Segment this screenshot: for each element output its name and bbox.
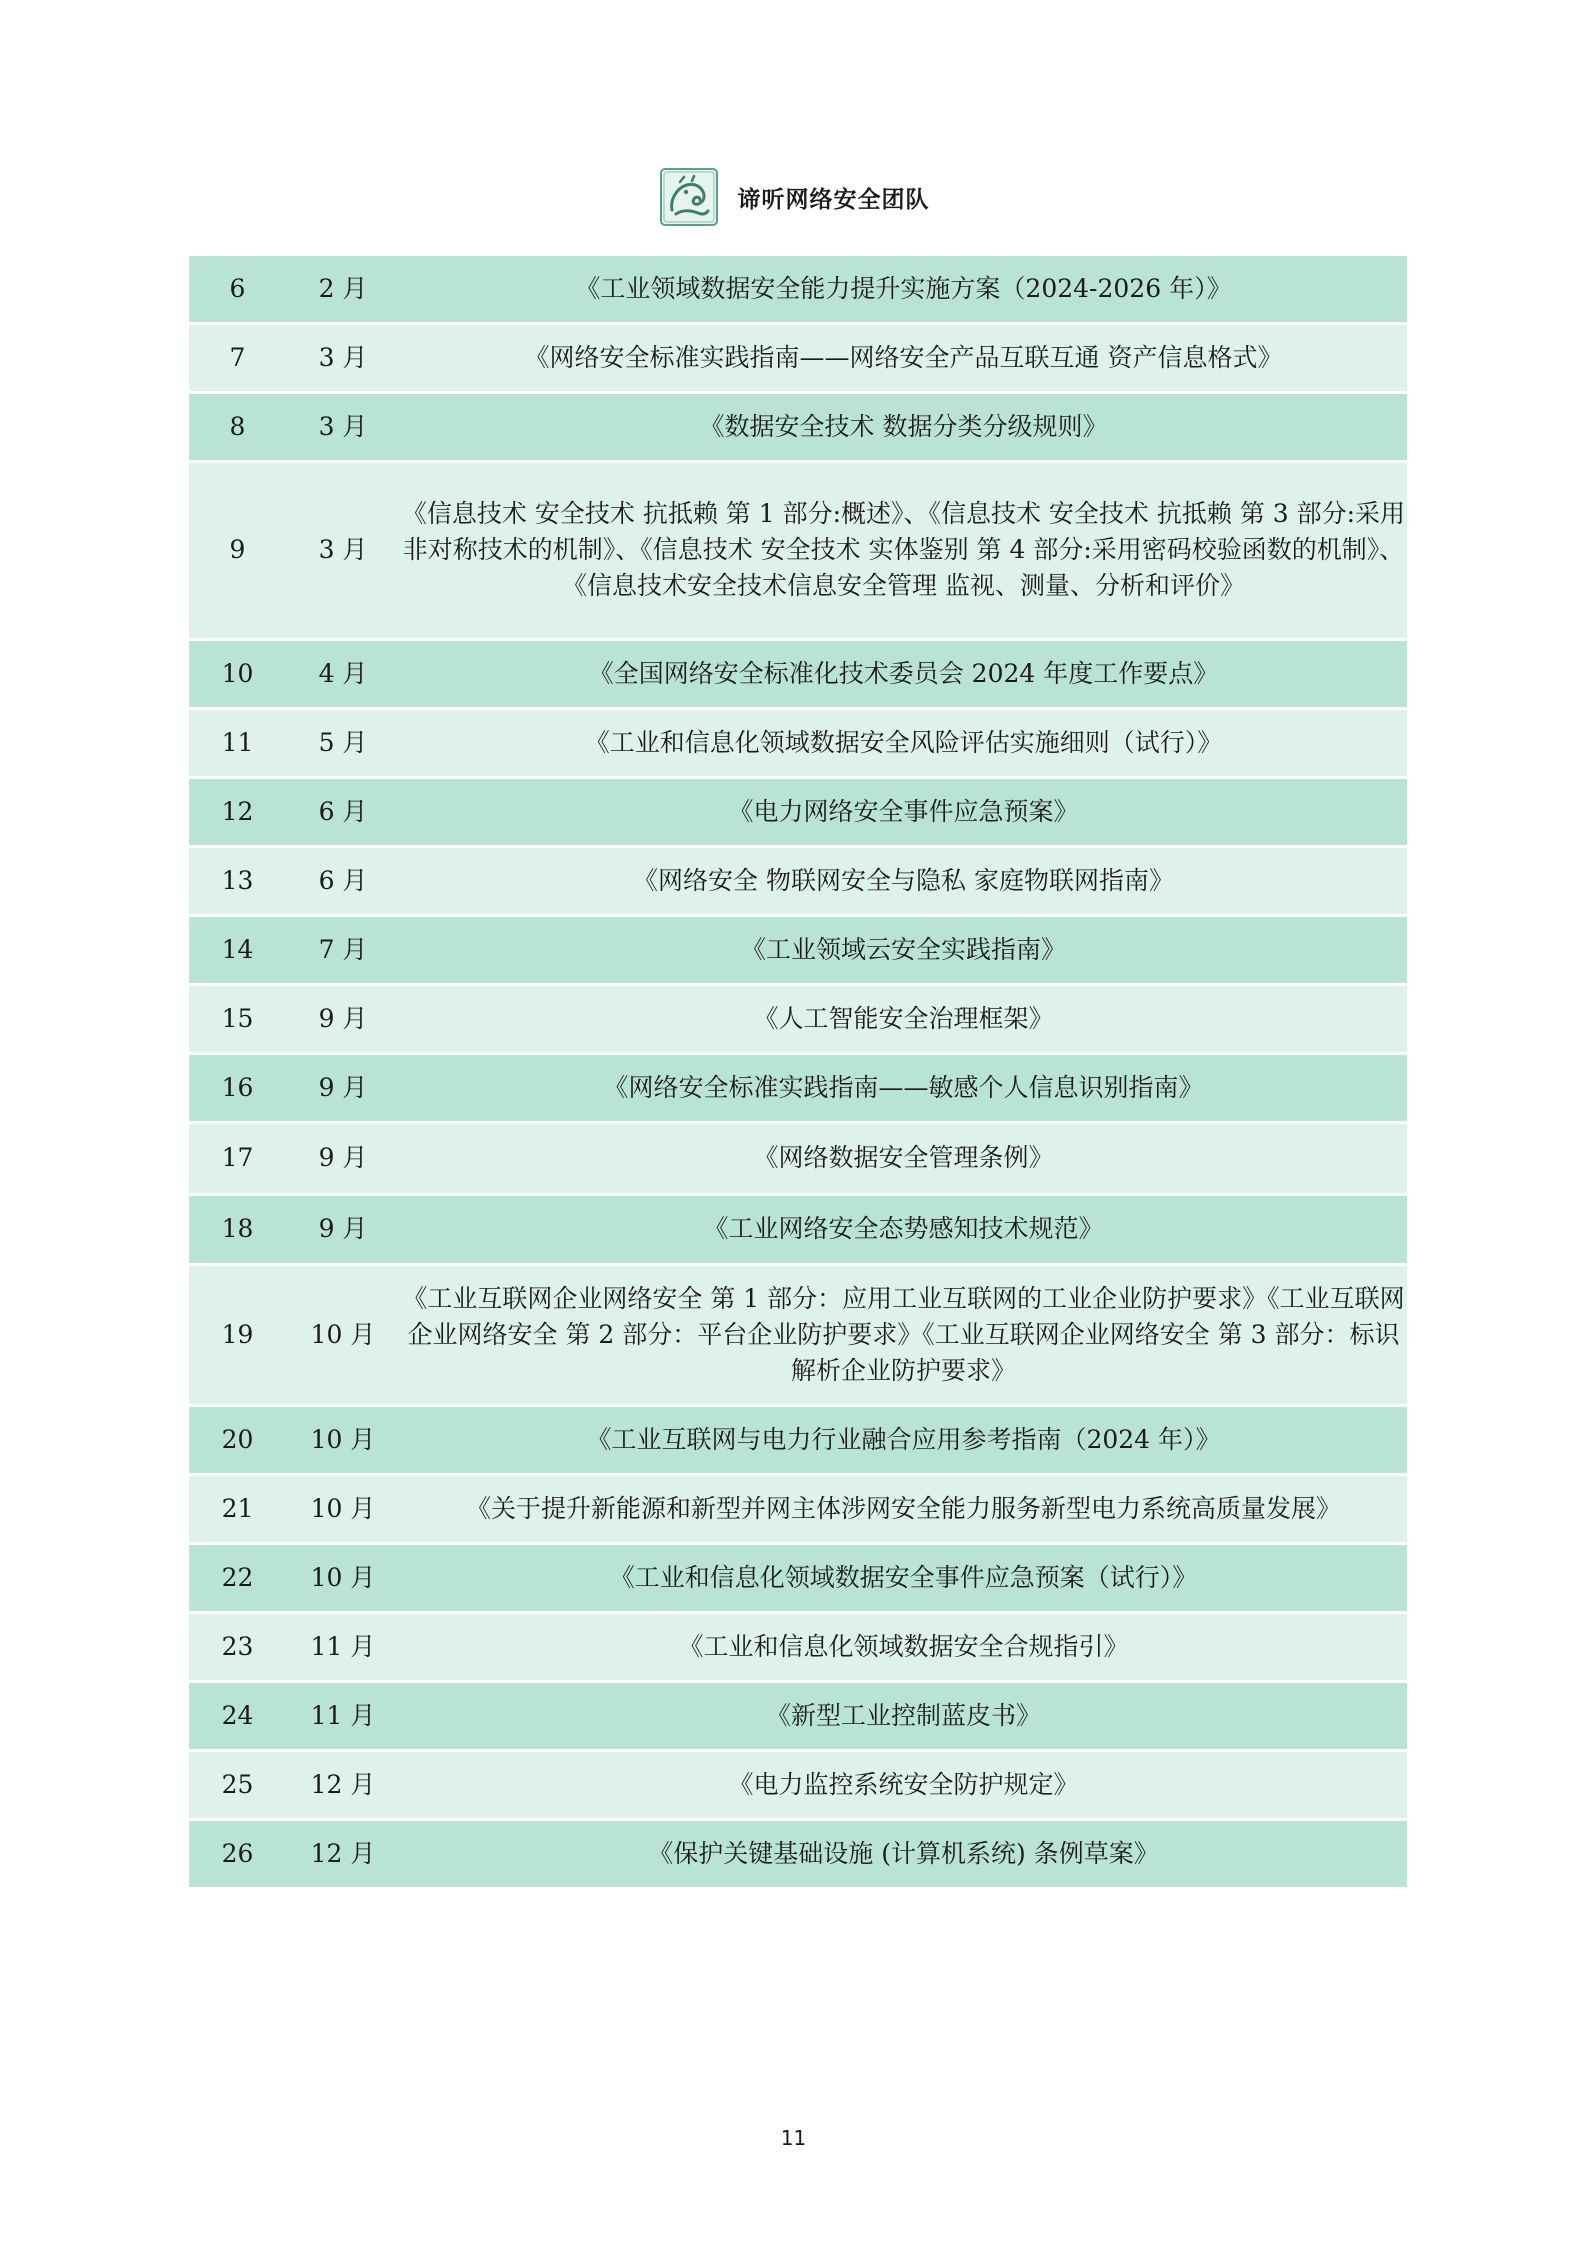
row-number: 23 (189, 1612, 286, 1681)
row-month: 10 月 (286, 1264, 400, 1405)
row-month: 9 月 (286, 1122, 400, 1194)
row-title: 《保护关键基础设施 (计算机系统) 条例草案》 (400, 1819, 1407, 1888)
table-row (189, 1819, 1407, 1888)
row-title: 《网络安全标准实践指南——敏感个人信息识别指南》 (400, 1053, 1407, 1122)
row-number: 14 (189, 915, 286, 984)
row-month: 12 月 (286, 1750, 400, 1819)
table-row (189, 256, 1407, 323)
table-row (189, 984, 1407, 1053)
table-row (189, 1405, 1407, 1474)
table-row (189, 846, 1407, 915)
row-title: 《网络安全标准实践指南——网络安全产品互联互通 资产信息格式》 (400, 323, 1407, 392)
row-month: 12 月 (286, 1819, 400, 1888)
table-row (189, 1750, 1407, 1819)
row-month: 11 月 (286, 1681, 400, 1750)
table-row (189, 1194, 1407, 1264)
row-number: 21 (189, 1474, 286, 1543)
row-number: 20 (189, 1405, 286, 1474)
row-title: 《工业和信息化领域数据安全事件应急预案（试行）》 (400, 1543, 1407, 1612)
table-row (189, 1264, 1407, 1405)
row-number: 17 (189, 1122, 286, 1194)
row-month: 4 月 (286, 639, 400, 708)
row-title: 《网络安全 物联网安全与隐私 家庭物联网指南》 (400, 846, 1407, 915)
row-title: 《全国网络安全标准化技术委员会 2024 年度工作要点》 (400, 639, 1407, 708)
row-title: 《信息技术 安全技术 抗抵赖 第 1 部分:概述》、《信息技术 安全技术 抗抵赖 第 3 部分:采用非对称技术的机制》、《信息技术 安全技术 实体鉴别 第 4 部分:采用密码校验函数的机制》、《信息技术安全技术信息安全管理 监视、测量、分析和评价》 (400, 461, 1407, 639)
table-row (189, 1474, 1407, 1543)
team-name: 谛听网络安全团队 (737, 186, 930, 213)
row-number: 22 (189, 1543, 286, 1612)
row-number: 24 (189, 1681, 286, 1750)
row-number: 19 (189, 1264, 286, 1405)
row-month: 3 月 (286, 323, 400, 392)
row-month: 11 月 (286, 1612, 400, 1681)
table-row (189, 639, 1407, 708)
row-title: 《工业领域云安全实践指南》 (400, 915, 1407, 984)
table-row (189, 1053, 1407, 1122)
row-month: 5 月 (286, 708, 400, 777)
row-number: 8 (189, 392, 286, 461)
row-title: 《新型工业控制蓝皮书》 (400, 1681, 1407, 1750)
row-number: 25 (189, 1750, 286, 1819)
row-title: 《工业互联网企业网络安全 第 1 部分：应用工业互联网的工业企业防护要求》《工业互联网企业网络安全 第 2 部分：平台企业防护要求》《工业互联网企业网络安全 第 3 部分：标识解析企业防护要求》 (400, 1264, 1407, 1405)
row-month: 2 月 (286, 256, 400, 323)
row-title: 《工业互联网与电力行业融合应用参考指南（2024 年）》 (400, 1405, 1407, 1474)
row-month: 10 月 (286, 1474, 400, 1543)
page-header (0, 166, 1587, 228)
table-row (189, 1681, 1407, 1750)
page-number: 11 (780, 2126, 807, 2150)
row-number: 6 (189, 256, 286, 323)
row-number: 13 (189, 846, 286, 915)
row-month: 3 月 (286, 461, 400, 639)
row-title: 《工业领域数据安全能力提升实施方案（2024-2026 年）》 (400, 256, 1407, 323)
row-month: 3 月 (286, 392, 400, 461)
row-month: 9 月 (286, 1194, 400, 1264)
row-month: 6 月 (286, 846, 400, 915)
row-title: 《网络数据安全管理条例》 (400, 1122, 1407, 1194)
row-title: 《工业网络安全态势感知技术规范》 (400, 1194, 1407, 1264)
table-row (189, 323, 1407, 392)
table-row (189, 777, 1407, 846)
table-row (189, 708, 1407, 777)
row-month: 10 月 (286, 1405, 400, 1474)
row-number: 7 (189, 323, 286, 392)
table-row (189, 1612, 1407, 1681)
row-number: 10 (189, 639, 286, 708)
row-number: 26 (189, 1819, 286, 1888)
row-month: 7 月 (286, 915, 400, 984)
row-number: 12 (189, 777, 286, 846)
row-title: 《电力网络安全事件应急预案》 (400, 777, 1407, 846)
dragon-seal-logo-icon (658, 166, 720, 228)
row-title: 《工业和信息化领域数据安全合规指引》 (400, 1612, 1407, 1681)
row-title: 《人工智能安全治理框架》 (400, 984, 1407, 1053)
row-title: 《关于提升新能源和新型并网主体涉网安全能力服务新型电力系统高质量发展》 (400, 1474, 1407, 1543)
table-row (189, 392, 1407, 461)
table-row (189, 1122, 1407, 1194)
row-number: 16 (189, 1053, 286, 1122)
row-number: 15 (189, 984, 286, 1053)
row-title: 《数据安全技术 数据分类分级规则》 (400, 392, 1407, 461)
row-number: 11 (189, 708, 286, 777)
table-row (189, 1543, 1407, 1612)
row-month: 9 月 (286, 984, 400, 1053)
policy-table (189, 256, 1407, 1890)
table-row (189, 461, 1407, 639)
row-title: 《工业和信息化领域数据安全风险评估实施细则（试行）》 (400, 708, 1407, 777)
row-month: 9 月 (286, 1053, 400, 1122)
row-month: 10 月 (286, 1543, 400, 1612)
row-title: 《电力监控系统安全防护规定》 (400, 1750, 1407, 1819)
row-number: 18 (189, 1194, 286, 1264)
row-number: 9 (189, 461, 286, 639)
table-row (189, 915, 1407, 984)
row-month: 6 月 (286, 777, 400, 846)
